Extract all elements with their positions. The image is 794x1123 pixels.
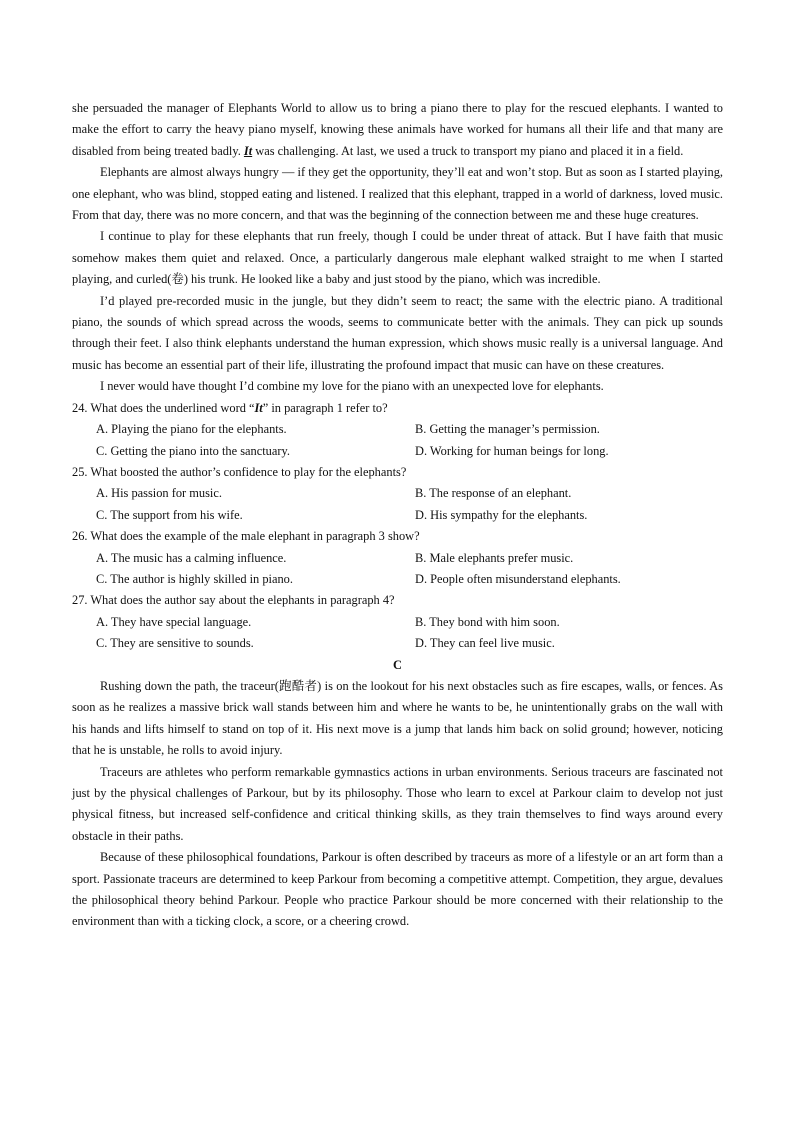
question-27-stem: 27. What does the author say about the elephants in paragraph 4? <box>72 593 395 608</box>
question-25-option-a[interactable]: A. His passion for music. <box>96 486 222 501</box>
question-24-options-row-2 <box>72 441 723 462</box>
question-26-option-b[interactable]: B. Male elephants prefer music. <box>415 550 574 565</box>
question-25-options-row-2 <box>72 505 723 526</box>
question-24-option-b[interactable]: B. Getting the manager’s permission. <box>415 422 600 437</box>
question-24-stem: 24. What does the underlined word “It” in paragraph 1 refer to? <box>72 400 388 415</box>
question-27-option-b[interactable]: B. They bond with him soon. <box>415 614 560 629</box>
question-27-option-d[interactable]: D. They can feel live music. <box>415 636 555 651</box>
question-25-options-row-1 <box>72 483 723 504</box>
question-27-options-row-2 <box>72 633 723 654</box>
question-24-options-row-1 <box>72 419 723 440</box>
question-26-option-a[interactable]: A. The music has a calming influence. <box>96 550 287 565</box>
question-26-stem: 26. What does the example of the male elephant in paragraph 3 show? <box>72 529 420 544</box>
passage-paragraph-4: I’d played pre-recorded music in the jungle, but they didn’t seem to react; the same with the electric piano. A traditional piano, the sounds of which spread across the woods, seems to communicate better with the animals. They can pick up sounds through their feet. I also think elephants understand the human expression, which shows music really is a universal language. And music has become an essential part of their life, illustrating the profound impact that music can have on these creatures. <box>72 293 723 372</box>
question-25-stem: 25. What boosted the author’s confidence to play for the elephants? <box>72 464 407 479</box>
section-c-title: C <box>393 657 402 672</box>
passage-paragraph-1: she persuaded the manager of Elephants World to allow us to bring a piano there to play for the rescued elephants. I wanted to make the effort to carry the heavy piano myself, knowing these animals have worked for humans all their life and that many are disabled from being treated badly. It was challenging. At last, we used a truck to transport my piano and placed it in a field. <box>72 101 723 158</box>
question-25-option-d[interactable]: D. His sympathy for the elephants. <box>415 507 588 522</box>
passage-paragraph-2: Elephants are almost always hungry — if they get the opportunity, they’ll eat and won’t stop. But as soon as I started playing, one elephant, who was blind, stopped eating and listened. I realized that this elephant, trapped in a world of darkness, loved music. From that day, there was no more concern, and that was the beginning of the connection between me and these huge creatures. <box>72 165 723 223</box>
section-c-paragraph-2: Traceurs are athletes who perform remarkable gymnastics actions in urban environments. Serious traceurs are fascinated not just by the physical challenges of Parkour, but by its philosophy. Those who learn to excel at Parkour claim to develop not just physical fitness, but increased self-confidence and critical thinking skills, as they train themselves to find ways around every obstacle in their paths. <box>72 764 723 843</box>
passage-paragraph-3: I continue to play for these elephants that run freely, though I could be under threat of attack. But I have faith that music somehow makes them quiet and relaxed. Once, a particularly dangerous male elephant walked straight to me when I started playing, and curled(卷) his trunk. He looked like a baby and just stood by the piano, which was incredible. <box>72 229 723 287</box>
question-24-option-a[interactable]: A. Playing the piano for the elephants. <box>96 422 287 437</box>
question-24-option-c[interactable]: C. Getting the piano into the sanctuary. <box>96 443 290 458</box>
question-24-word: It <box>254 400 263 415</box>
passage-paragraph-5: I never would have thought I’d combine my love for the piano with an unexpected love for elephants. <box>100 379 604 394</box>
question-26-options-row-1 <box>72 548 723 569</box>
exam-page <box>72 98 723 933</box>
question-26-option-d[interactable]: D. People often misunderstand elephants. <box>415 571 621 586</box>
question-25-option-c[interactable]: C. The support from his wife. <box>96 507 243 522</box>
question-25-option-b[interactable]: B. The response of an elephant. <box>415 486 572 501</box>
section-c-paragraph-3: Because of these philosophical foundations, Parkour is often described by traceurs as more of a lifestyle or an art form than a sport. Passionate traceurs are determined to keep Parkour from becoming a competitive attempt. Competition, they argue, devalues the philosophical theory behind Parkour. People who practice Parkour should be more concerned with their relationship to the environment than with a ticking clock, a score, or a cheering crowd. <box>72 850 723 929</box>
question-24-option-d[interactable]: D. Working for human beings for long. <box>415 443 609 458</box>
section-c-paragraph-1: Rushing down the path, the traceur(跑酷者) is on the lookout for his next obstacles such as fire escapes, walls, or fences. As soon as he realizes a massive brick wall stands between him and where he wants to be, he unintentionally grabs on the wall with his hands and lifts himself to stand on top of it. His next move is a jump that lands him back on solid ground; however, noticing that he is unstable, he rolls to avoid injury. <box>72 678 723 758</box>
underlined-word: It <box>243 143 253 158</box>
question-26-option-c[interactable]: C. The author is highly skilled in piano. <box>96 571 293 586</box>
question-26-options-row-2 <box>72 569 723 590</box>
question-27-option-c[interactable]: C. They are sensitive to sounds. <box>96 636 254 651</box>
question-27-option-a[interactable]: A. They have special language. <box>96 614 252 629</box>
question-27-options-row-1 <box>72 612 723 633</box>
